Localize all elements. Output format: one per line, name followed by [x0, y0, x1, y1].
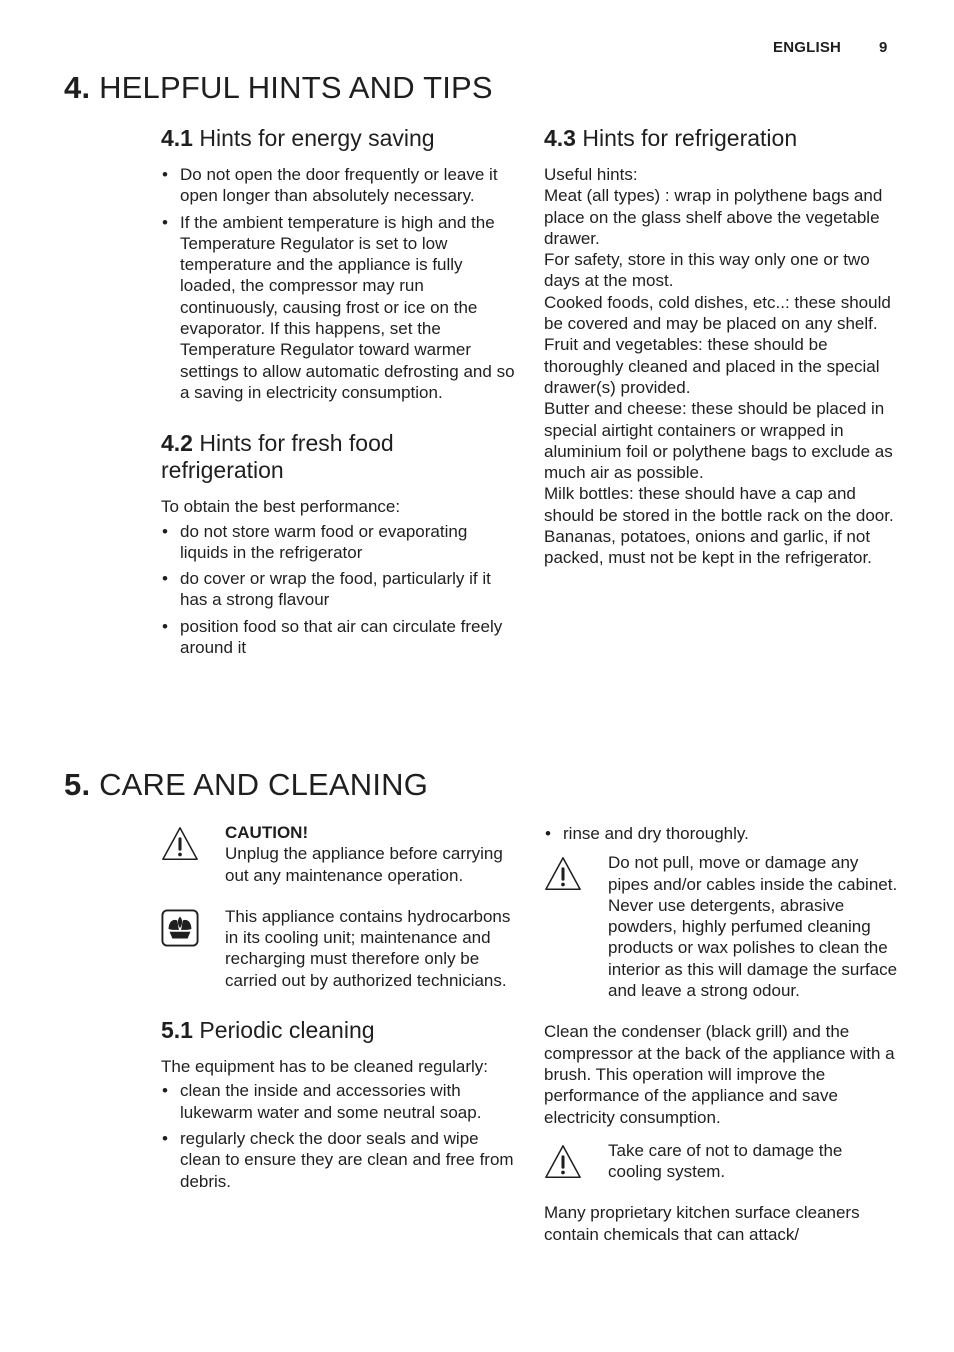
caution-title: CAUTION!	[225, 823, 309, 842]
chapter-title: HELPFUL HINTS AND TIPS	[99, 70, 493, 105]
section-5-1-heading	[161, 1017, 515, 1044]
condenser-paragraph: Clean the condenser (black grill) and the compressor at the back of the appliance with a brush. This operation will improve the performance of the appliance and save electricity consumption.	[544, 1022, 895, 1127]
header-language: ENGLISH	[773, 39, 842, 56]
chapter-4-left-column	[161, 125, 515, 663]
list-item: • position food so that air can circulate freely around it	[161, 616, 515, 659]
warning-text: Take care of not to damage the cooling system.	[608, 1140, 843, 1182]
section-title: Periodic cleaning	[199, 1017, 375, 1044]
list-item: • regularly check the door seals and wipe clean to ensure they are clean and free from debris.	[161, 1128, 515, 1192]
warning-text: Do not pull, move or damage any pipes and/or cables inside the cabinet. Never use detergents, abrasive powders, highly perfumed cleaning products or wax polishes to clean the interior as this will damage the surface and leave a strong odour.	[608, 853, 898, 1001]
section-number: 4.3	[544, 125, 576, 151]
warning-triangle-icon	[161, 825, 199, 863]
environment-leaf-icon	[161, 909, 199, 947]
hint-paragraph: Cooked foods, cold dishes, etc..: these should be covered and may be placed on any shelf.	[544, 292, 891, 334]
closing-paragraph: Many proprietary kitchen surface cleaners contain chemicals that can attack/	[544, 1203, 860, 1244]
hint-paragraph: For safety, store in this way only one or two days at the most.	[544, 250, 870, 291]
section-intro: To obtain the best performance:	[161, 497, 401, 517]
chapter-4-right-column	[544, 125, 900, 569]
chapter-5-right-column	[544, 823, 900, 1245]
list-item: • rinse and dry thoroughly.	[544, 823, 900, 844]
section-intro: Useful hints:	[544, 165, 638, 184]
section-4-2-heading	[161, 430, 515, 484]
environment-notice	[161, 906, 515, 991]
caution-notice	[161, 822, 515, 886]
section-number: 4.1	[161, 125, 193, 151]
caution-text: Unplug the appliance before carrying out any maintenance operation.	[225, 844, 503, 885]
energy-saving-list	[161, 164, 515, 403]
chapter-title: CARE AND CLEANING	[99, 767, 429, 802]
list-item: • do cover or wrap the food, particularly if it has a strong flavour	[161, 568, 515, 611]
chapter-number: 4.	[64, 70, 91, 105]
chapter-number: 5.	[64, 767, 91, 802]
section-title: Hints for fresh food refrigeration	[161, 430, 394, 484]
list-item: • If the ambient temperature is high and the Temperature Regulator is set to low temperature and the appliance is fully loaded, the compressor may run continuously, causing frost or ice on the evaporator. If this happens, set the Temperature Regulator toward warmer settings to allow automatic defrosting and so a saving in electricity consumption.	[161, 212, 515, 404]
hint-paragraph: Bananas, potatoes, onions and garlic, if not packed, must not be kept in the refrigerator.	[544, 527, 872, 568]
hint-paragraph: Milk bottles: these should have a cap and should be stored in the bottle rack on the door.	[544, 484, 894, 525]
section-number: 4.2	[161, 430, 193, 457]
warning-notice	[544, 1140, 900, 1183]
chapter-5-left-column	[161, 822, 515, 1197]
warning-notice	[544, 852, 900, 1001]
list-item: • do not store warm food or evaporating liquids in the refrigerator	[161, 521, 515, 564]
section-intro: The equipment has to be cleaned regularly:	[161, 1057, 488, 1077]
warning-triangle-icon	[544, 855, 582, 893]
warning-triangle-icon	[544, 1143, 582, 1181]
section-title: Hints for refrigeration	[582, 125, 798, 151]
page-number: 9	[879, 39, 888, 56]
hint-paragraph: Butter and cheese: these should be placed in special airtight containers or wrapped in aluminium foil or polythene bags to exclude as much air as possible.	[544, 399, 893, 483]
list-item: • clean the inside and accessories with lukewarm water and some neutral soap.	[161, 1080, 515, 1123]
fresh-food-list	[161, 521, 515, 659]
chapter-4-heading	[64, 70, 493, 106]
section-title: Hints for energy saving	[199, 125, 435, 151]
chapter-5-heading	[64, 767, 428, 803]
list-item: • Do not open the door frequently or leave it open longer than absolutely necessary.	[161, 164, 515, 207]
environment-text: This appliance contains hydrocarbons in its cooling unit; maintenance and recharging must therefore only be carried out by authorized technicians.	[225, 906, 511, 990]
section-number: 5.1	[161, 1017, 193, 1044]
section-4-3-heading	[544, 125, 900, 152]
hint-paragraph: Meat (all types) : wrap in polythene bags and place on the glass shelf above the vegetable drawer.	[544, 186, 883, 248]
hint-paragraph: Fruit and vegetables: these should be thoroughly cleaned and placed in the special drawer(s) provided.	[544, 335, 880, 397]
rinse-list	[544, 823, 900, 844]
section-4-1-heading	[161, 125, 515, 152]
periodic-cleaning-list	[161, 1080, 515, 1191]
